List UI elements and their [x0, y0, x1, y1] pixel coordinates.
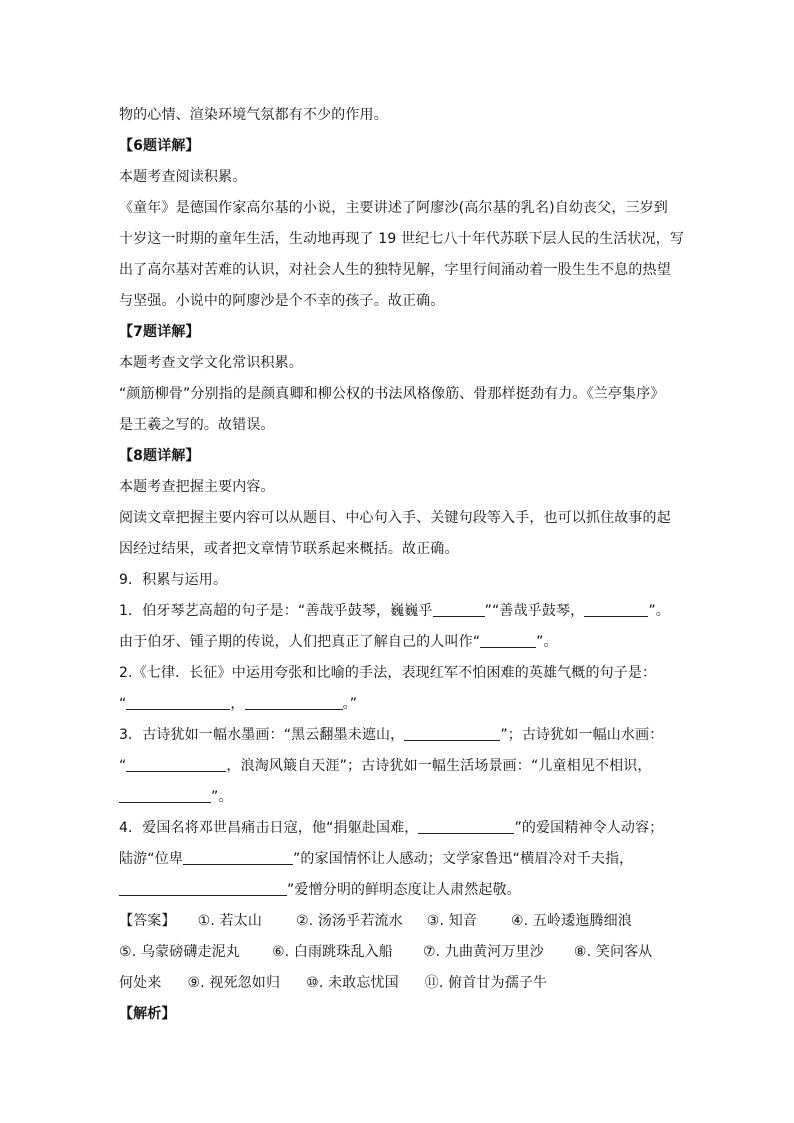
answer-text: 何处来: [119, 975, 162, 991]
answer-item: [119, 968, 161, 999]
question-line: [119, 813, 679, 844]
fill-blank: [480, 633, 536, 648]
question-text: ”。: [648, 603, 670, 619]
fill-blank: [433, 602, 485, 617]
answer-item: ①. 若太山: [197, 913, 262, 929]
fill-blank: [584, 602, 648, 617]
answer-item: ⑦. 九曲黄河万里沙: [422, 944, 544, 960]
answer-line-2: [119, 937, 679, 968]
fill-blank: [183, 850, 293, 865]
answer-item: ⑧. 笑问客从: [573, 944, 653, 960]
answer-text: 乌蒙磅礴走泥丸: [140, 944, 240, 960]
answer-text: 视死忽如归: [209, 975, 281, 991]
text-line: 出了高尔基对苦难的认识，对社会人生的独特见解，字里行间涌动着一股生生不息的热望: [119, 262, 671, 278]
question-text: ”的家国情怀让人感动；文学家鲁迅“横眉冷对千夫指，: [293, 851, 634, 867]
question-line: [119, 720, 679, 751]
question-line: [119, 627, 679, 658]
answer-number: ②: [295, 913, 309, 929]
question-line: [119, 689, 679, 720]
answer-text: 笑问客从: [595, 944, 653, 960]
answer-number: ③: [426, 913, 440, 929]
question-text: 3．古诗犹如一幅水墨画：“黑云翻墨未遮山，: [119, 727, 405, 743]
answer-item: ⑤. 乌蒙磅礴走泥丸: [119, 944, 240, 960]
answer-text: 若太山: [219, 913, 262, 929]
answer-text: 白雨跳珠乱入船: [293, 944, 393, 960]
question-line: 2.《七律．长征》中运用夸张和比喻的手法，表现红军不怕困难的英雄气概的句子是：: [119, 665, 657, 681]
question-text: ”；古诗犹如一幅山水画：: [500, 727, 664, 743]
answer-number: ⑪: [424, 975, 439, 991]
answer-line-1: [119, 906, 679, 937]
section-header-q7: 【7题详解】: [119, 324, 200, 340]
answer-label: 【答案】: [119, 913, 176, 929]
text-line: 本题考查阅读积累。: [119, 169, 247, 185]
answer-number: ⑨: [187, 975, 201, 991]
fill-blank: [126, 757, 226, 772]
answer-item: ⑨. 视死忽如归: [187, 975, 281, 991]
fill-blank: [418, 819, 514, 834]
question-text: 1．伯牙琴艺高超的句子是：“善哉乎鼓琴，巍巍乎: [119, 603, 433, 619]
question-line: [119, 596, 679, 627]
question-text: 陆游“位卑: [119, 851, 184, 867]
question-line: [119, 844, 679, 875]
document-page: [119, 100, 685, 1030]
text-line: 是王羲之写的。故错误。: [119, 417, 275, 433]
answer-number: ⑩: [306, 975, 319, 991]
question-text: “: [119, 758, 127, 774]
answer-item: ②. 汤汤乎若流水: [295, 913, 403, 929]
answer-item: ⑪. 俯首甘为孺子牛: [424, 975, 548, 991]
question-text: ，浪淘风簸自天涯”；古诗犹如一幅生活场景画：“儿童相见不相识，: [226, 758, 652, 774]
answer-number: ⑦: [422, 944, 436, 960]
answer-text: 汤汤乎若流水: [317, 913, 403, 929]
text-line: “颜筋柳骨”分别指的是颜真卿和柳公权的书法风格像筋、骨那样挺劲有力。《兰亭集序》: [119, 386, 665, 402]
answer-item: ⑥. 白雨跳珠乱入船: [271, 944, 393, 960]
section-header-q6: 【6题详解】: [119, 138, 200, 154]
text-line: 与坚强。小说中的阿廖沙是个不幸的孩子。故正确。: [119, 293, 445, 309]
section-header-q8: 【8题详解】: [119, 448, 200, 464]
fill-blank: [245, 695, 343, 710]
analysis-label: 【解析】: [119, 1006, 176, 1022]
answer-item: ③. 知音: [426, 913, 477, 929]
answer-text: 知音: [448, 913, 477, 929]
answer-number: ④: [511, 913, 524, 929]
question-text: 。”: [342, 696, 358, 712]
answer-text: 俯首甘为孺子牛: [448, 975, 548, 991]
question-line: [119, 875, 679, 906]
text-line: 物的心情、渲染环境气氛都有不少的作用。: [119, 107, 388, 123]
question-line: [119, 751, 679, 782]
question-text: “: [119, 696, 127, 712]
answer-number: ⑤: [119, 944, 132, 960]
question-line: [119, 782, 679, 813]
answer-number: ⑥: [271, 944, 285, 960]
question-text: ”。: [536, 634, 558, 650]
question-text: ”的爱国精神令人动容；: [514, 820, 664, 836]
answer-item: ⑩. 未敢忘忧国: [306, 975, 399, 991]
question-text: ，: [230, 696, 245, 712]
answer-text: 五岭逶迤腾细浪: [532, 913, 632, 929]
text-line: 《童年》是德国作家高尔基的小说，主要讲述了阿廖沙(高尔基的乳名)自幼丧父，三岁到: [119, 200, 668, 216]
fill-blank: [119, 881, 287, 896]
question-text: 由于伯牙、锺子期的传说，人们把真正了解自己的人叫作“: [119, 634, 481, 650]
fill-blank: [126, 695, 230, 710]
question-text: ”爱憎分明的鲜明态度让人肃然起敬。: [287, 882, 521, 898]
answer-text: 未敢忘忧国: [328, 975, 399, 991]
question-title-q9: 9．积累与运用。: [119, 572, 228, 588]
question-text: 4．爱国名将邓世昌痛击日寇，他“捐躯赴国难，: [119, 820, 419, 836]
answer-line-3: [119, 968, 679, 999]
text-line: 本题考查把握主要内容。: [119, 479, 275, 495]
fill-blank: [404, 726, 500, 741]
text-line: 十岁这一时期的童年生活，生动地再现了 19 世纪七八十年代苏联下层人民的生活状况，写: [119, 231, 685, 247]
question-text: ”“善哉乎鼓琴，: [484, 603, 585, 619]
text-line: 因经过结果，或者把文章情节联系起来概括。故正确。: [119, 541, 459, 557]
question-text: ”。: [211, 789, 233, 805]
answer-text: 九曲黄河万里沙: [444, 944, 544, 960]
fill-blank: [119, 788, 211, 803]
answer-number: ①: [197, 913, 211, 929]
answer-item: ④. 五岭逶迤腾细浪: [511, 913, 632, 929]
text-line: 阅读文章把握主要内容可以从题目、中心句入手、关键句段等入手，也可以抓住故事的起: [119, 510, 671, 526]
text-line: 本题考查文学文化常识积累。: [119, 355, 303, 371]
answer-number: ⑧: [573, 944, 587, 960]
